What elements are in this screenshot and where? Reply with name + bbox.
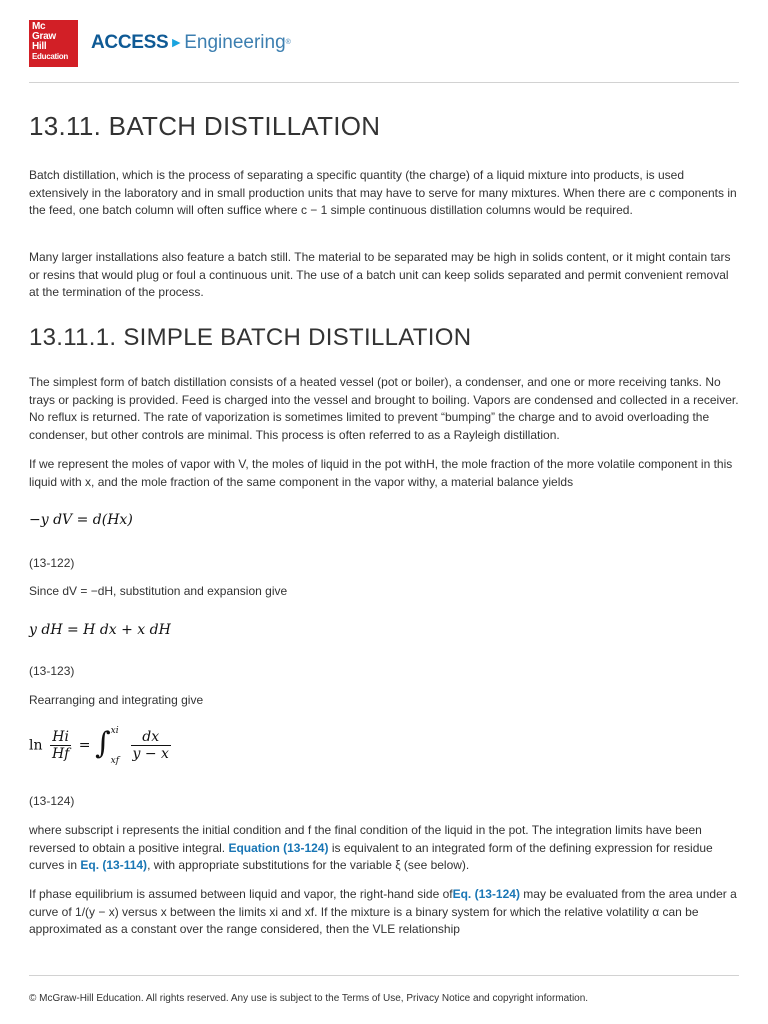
equation-13-124-link[interactable]: Equation (13-124) xyxy=(228,840,329,855)
registered-mark: ® xyxy=(285,39,291,46)
logo-line: Education xyxy=(32,52,68,61)
brand-engineering: Engineering xyxy=(184,32,286,53)
text-run: may be evaluated from the area under a curve of 1/(y − x) versus x between the limits xi and xf. If the mixture is a binary system for which the relative volatility α can be approximated as a constant over the range considered, then the VLE relationship xyxy=(29,887,737,937)
text-run: where subscript i represents the initial condition and f the final condition of the liquid in the pot. The integration limits have been reversed to obtain a positive integral. xyxy=(29,823,702,855)
paragraph-substitution: Since dV = −dH, substitution and expansion give xyxy=(29,584,288,598)
equation-13-124 xyxy=(29,725,174,766)
lhs-numerator: Hi xyxy=(50,729,71,746)
rhs-fraction xyxy=(131,729,171,762)
paragraph-intro: Batch distillation, which is the process of separating a specific quantity (the charge) of a liquid mixture into products, is used extensively in the laboratory and in small production units that may have to serve for many mixtures. When there are c components in the feed, one batch column will often suffice where c − 1 simple continuous distillation columns would be required. xyxy=(29,168,737,218)
equation-label: (13-124) xyxy=(29,794,75,808)
integral-sign: ∫ xyxy=(94,726,111,761)
equation-13-123: y dH = H dx + x dH xyxy=(29,622,171,638)
logo-line: Graw xyxy=(32,31,56,42)
equation-label: (13-123) xyxy=(29,664,75,678)
lhs-fraction xyxy=(50,729,71,762)
brand-access: ACCESS xyxy=(91,32,169,53)
equals-sign: = xyxy=(78,737,91,754)
integral-limits xyxy=(110,725,120,766)
equation-13-122: −y dV = d(Hx) xyxy=(29,512,133,528)
logo-line: Hill xyxy=(32,41,47,52)
upper-limit: xi xyxy=(110,725,119,736)
paragraph-larger-installations: Many larger installations also feature a batch still. The material to be separated may be high in solids content, or it might contain tars or resins that would plug or foul a continuous unit. The use of a batch unit can keep solids separated and permit convenient removal at the termination of the process. xyxy=(29,250,731,300)
subsection-title: 13.11.1. SIMPLE BATCH DISTILLATION xyxy=(29,324,472,351)
section-title: 13.11. BATCH DISTILLATION xyxy=(29,111,381,141)
equation-13-124-link[interactable]: Eq. (13-124) xyxy=(452,887,520,901)
equation-label: (13-122) xyxy=(29,556,75,570)
paragraph-phase-equilibrium xyxy=(29,886,740,939)
paragraph-rearranging: Rearranging and integrating give xyxy=(29,693,204,707)
text-run: If phase equilibrium is assumed between liquid and vapor, the right-hand side of xyxy=(29,887,453,901)
lower-limit: xf xyxy=(110,755,120,766)
equation-13-114-link[interactable]: Eq. (13-114) xyxy=(80,858,148,873)
paragraph-material-balance: If we represent the moles of vapor with V, the moles of liquid in the pot withH, the mole fraction of the more volatile component in this liquid with x, and the mole fraction of the same component in the vapor withy, a material balance yields xyxy=(29,457,733,489)
lhs-denominator: Hf xyxy=(51,746,70,762)
rhs-numerator: dx xyxy=(131,729,171,746)
ln-operator: ln xyxy=(29,737,43,754)
rhs-denominator: y − x xyxy=(132,746,169,762)
paragraph-subscripts xyxy=(29,822,740,875)
text-run: is equivalent to an integrated form of the defining expression for residue curves in xyxy=(29,840,713,873)
copyright-footer: © McGraw-Hill Education. All rights reserved. Any use is subject to the Terms of Use, Privacy Notice and copyright information. xyxy=(29,993,589,1004)
paragraph-simple-batch: The simplest form of batch distillation consists of a heated vessel (pot or boiler), a condenser, and one or more receiving tanks. No trays or packing is provided. Feed is charged into the vessel and brought to boiling. Vapors are condensed and collected in a receiver. No reflux is returned. The rate of vaporization is sometimes limited to prevent “bumping” the charge and to avoid overloading the condenser, but other controls are minimal. This process is often referred to as a Rayleigh distillation. xyxy=(29,375,739,442)
brand-arrow-icon: ► xyxy=(169,34,184,50)
header-divider xyxy=(29,82,739,83)
logo-line: Mc xyxy=(32,21,46,32)
access-engineering-logo[interactable] xyxy=(91,31,291,55)
mcgraw-hill-logo[interactable] xyxy=(29,20,78,67)
footer-divider xyxy=(29,975,739,976)
text-run: , with appropriate substitutions for the variable ξ (see below). xyxy=(147,858,470,873)
